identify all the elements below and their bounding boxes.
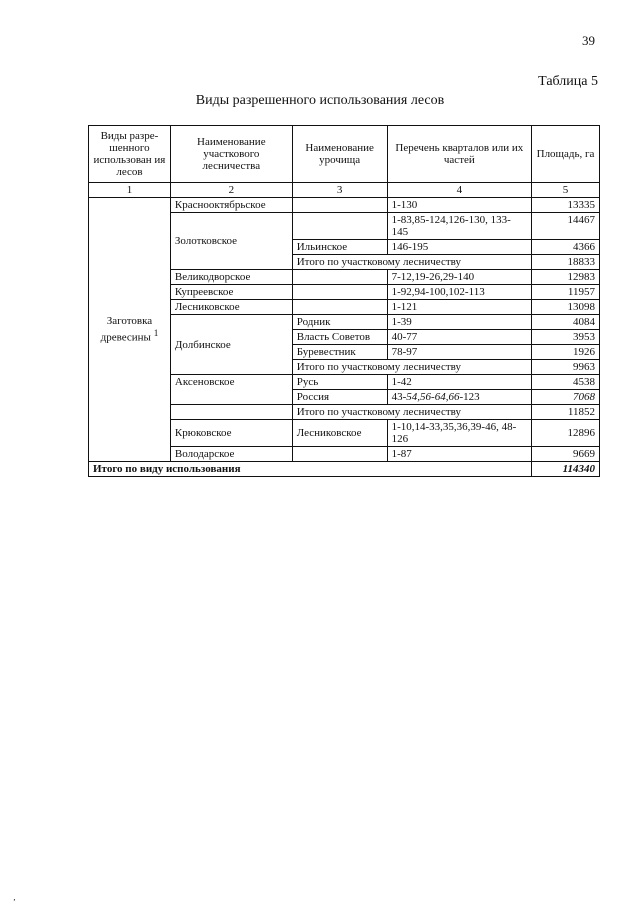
area-cell: 12983	[532, 270, 600, 285]
area-cell: 11957	[532, 285, 600, 300]
header-forestry: Наименование участкового лесничества	[170, 126, 292, 183]
area-cell: 13098	[532, 300, 600, 315]
table-label: Таблица 5	[538, 74, 598, 89]
column-number: 2	[170, 183, 292, 198]
column-number: 4	[387, 183, 531, 198]
subtotal-label: Итого по участковому лесничеству	[292, 405, 531, 420]
quarters-cell: 1-10,14-33,35,36,39-46, 48-126	[387, 420, 531, 447]
total-area: 114340	[532, 462, 600, 477]
column-number: 1	[89, 183, 171, 198]
forestry-cell: Краснооктябрьское	[170, 198, 292, 213]
area-cell: 18833	[532, 255, 600, 270]
forestry-cell: Володарское	[170, 447, 292, 462]
quarters-cell: 1-121	[387, 300, 531, 315]
forestry-cell: Аксеновское	[170, 375, 292, 405]
use-type-text: Заготовка древесины	[100, 315, 153, 344]
quarters-cell	[387, 390, 531, 405]
header-row	[89, 126, 600, 183]
area-cell: 4538	[532, 375, 600, 390]
column-number: 3	[292, 183, 387, 198]
subtotal-label: Итого по участковому лесничеству	[292, 255, 531, 270]
tract-cell	[292, 300, 387, 315]
area-cell: 14467	[532, 213, 600, 240]
area-cell: 7068	[532, 390, 600, 405]
forestry-cell: Великодворское	[170, 270, 292, 285]
tract-cell	[292, 270, 387, 285]
quarters-part: 43-	[391, 391, 407, 403]
quarters-cell: 40-77	[387, 330, 531, 345]
total-row	[89, 462, 600, 477]
area-cell: 4366	[532, 240, 600, 255]
quarters-cell: 1-92,94-100,102-113	[387, 285, 531, 300]
tract-cell: Русь	[292, 375, 387, 390]
forestry-cell: Лесниковское	[170, 300, 292, 315]
tract-cell	[292, 213, 387, 240]
footnote-marker: 1	[153, 328, 159, 339]
subtotal-label: Итого по участковому лесничеству	[292, 360, 531, 375]
area-cell: 9963	[532, 360, 600, 375]
forestry-cell: Купреевское	[170, 285, 292, 300]
tract-cell: Буревестник	[292, 345, 387, 360]
forest-use-table	[88, 125, 600, 477]
tract-cell: Власть Советов	[292, 330, 387, 345]
tract-cell	[292, 285, 387, 300]
header-area: Площадь, га	[532, 126, 600, 183]
column-number: 5	[532, 183, 600, 198]
scan-mark: ‚	[13, 893, 16, 902]
area-cell: 13335	[532, 198, 600, 213]
header-use-type: Виды разре-шенного использован ия лесов	[89, 126, 171, 183]
quarters-cell: 1-130	[387, 198, 531, 213]
area-cell: 11852	[532, 405, 600, 420]
tract-cell	[292, 198, 387, 213]
tract-cell: Ильинское	[292, 240, 387, 255]
area-cell: 4084	[532, 315, 600, 330]
table-row	[89, 198, 600, 213]
use-type-cell	[89, 198, 171, 462]
forestry-cell: Золотковское	[170, 213, 292, 270]
header-quarters: Перечень кварталов или их частей	[387, 126, 531, 183]
tract-cell: Родник	[292, 315, 387, 330]
empty-cell	[170, 405, 292, 420]
quarters-part: -123	[459, 391, 480, 403]
tract-cell: Лесниковское	[292, 420, 387, 447]
quarters-part-italic: 54,56-64,66	[406, 391, 460, 403]
forestry-cell: Крюковское	[170, 420, 292, 447]
tract-cell: Россия	[292, 390, 387, 405]
table-title: Виды разрешенного использования лесов	[195, 93, 445, 108]
forestry-cell: Долбинское	[170, 315, 292, 375]
total-label: Итого по виду использования	[89, 462, 532, 477]
area-cell: 1926	[532, 345, 600, 360]
header-tract: Наименование урочища	[292, 126, 387, 183]
column-number-row	[89, 183, 600, 198]
area-cell: 9669	[532, 447, 600, 462]
area-cell: 12896	[532, 420, 600, 447]
quarters-cell: 1-39	[387, 315, 531, 330]
quarters-cell: 1-42	[387, 375, 531, 390]
quarters-cell: 1-87	[387, 447, 531, 462]
tract-cell	[292, 447, 387, 462]
area-cell: 3953	[532, 330, 600, 345]
quarters-cell: 7-12,19-26,29-140	[387, 270, 531, 285]
quarters-cell: 78-97	[387, 345, 531, 360]
quarters-cell: 1-83,85-124,126-130, 133-145	[387, 213, 531, 240]
page-number: 39	[582, 33, 595, 48]
quarters-cell: 146-195	[387, 240, 531, 255]
